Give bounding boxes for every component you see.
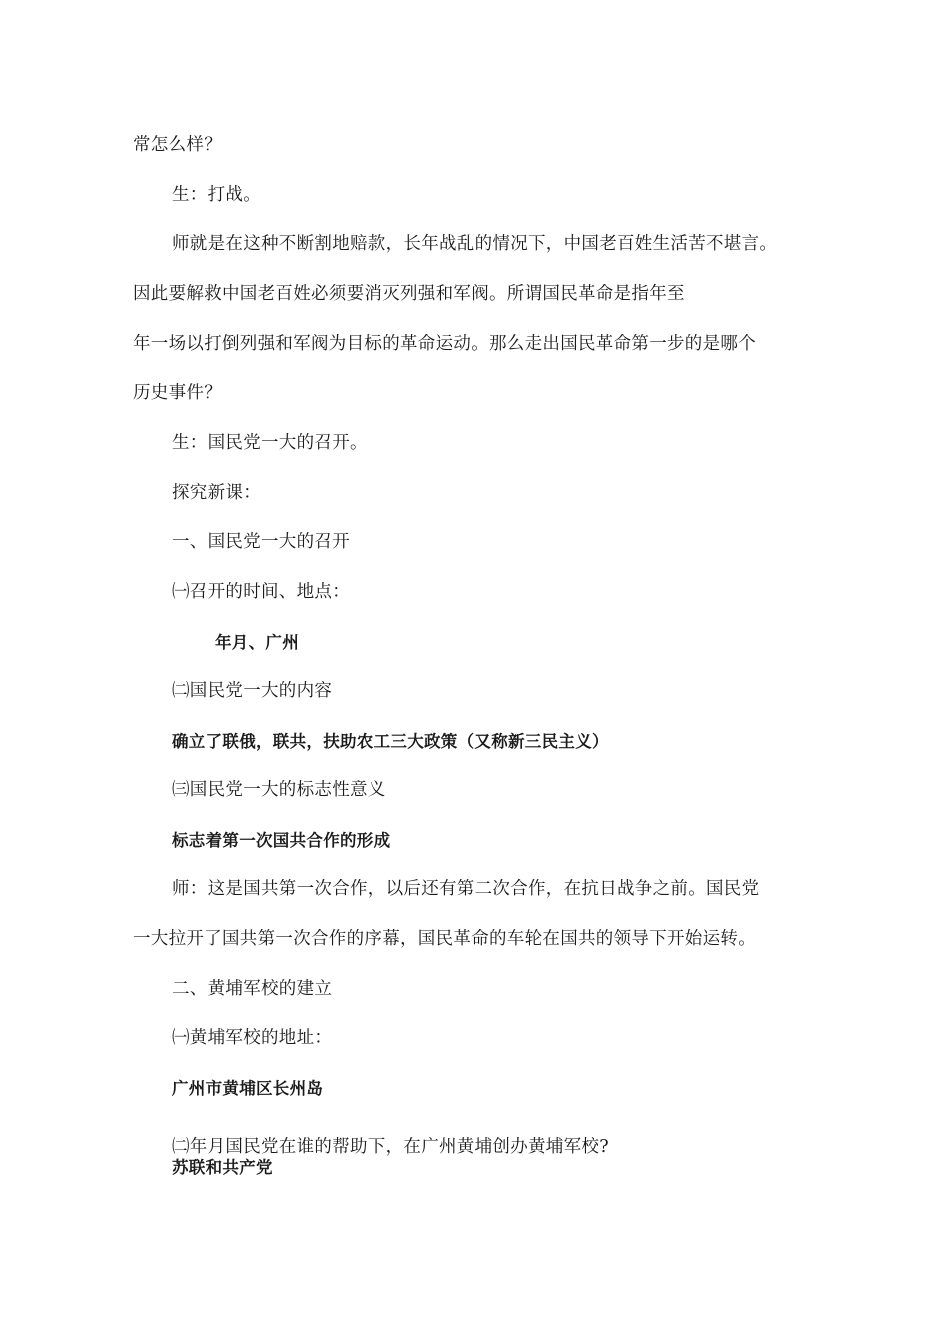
text-line: 常怎么样？ — [133, 135, 222, 155]
text-line: 因此要解救中国老百姓必须要消灭列强和军阀。所谓国民革命是指年至 — [133, 284, 685, 304]
text-line: 一大拉开了国共第一次合作的序幕，国民革命的车轮在国共的领导下开始运转。 — [133, 929, 756, 949]
answer-text: 苏联和共产党 — [172, 1158, 273, 1177]
subsection-heading: ㈡年月国民党在谁的帮助下，在广州黄埔创办黄埔军校? — [172, 1137, 609, 1157]
subsection-heading: ㈢国民党一大的标志性意义 — [172, 780, 386, 800]
text-line: 师就是在这种不断割地赔款，长年战乱的情况下，中国老百姓生活苦不堪言。 — [172, 234, 778, 254]
subsection-heading: ㈡国民党一大的内容 — [172, 681, 333, 701]
answer-text: 广州市黄埔区长州岛 — [172, 1079, 324, 1098]
text-line: 生：打战。 — [172, 185, 261, 205]
subsection-heading: ㈠召开的时间、地点： — [172, 582, 350, 602]
answer-text: 标志着第一次国共合作的形成 — [172, 831, 391, 850]
section-heading: 二、黄埔军校的建立 — [172, 979, 333, 999]
subsection-heading: ㈠黄埔军校的地址： — [172, 1028, 333, 1048]
answer-text: 年月、广州 — [215, 633, 299, 652]
text-line: 年一场以打倒列强和军阀为目标的革命运动。那么走出国民革命第一步的是哪个 — [133, 334, 756, 354]
answer-text: 确立了联俄，联共，扶助农工三大政策（又称新三民主义） — [172, 732, 609, 751]
text-line: 师：这是国共第一次合作，以后还有第二次合作，在抗日战争之前。国民党 — [172, 879, 760, 899]
text-line: 探究新课： — [172, 483, 261, 503]
section-heading: 一、国民党一大的召开 — [172, 532, 350, 552]
text-line: 历史事件？ — [133, 383, 222, 403]
text-line: 生：国民党一大的召开。 — [172, 433, 368, 453]
